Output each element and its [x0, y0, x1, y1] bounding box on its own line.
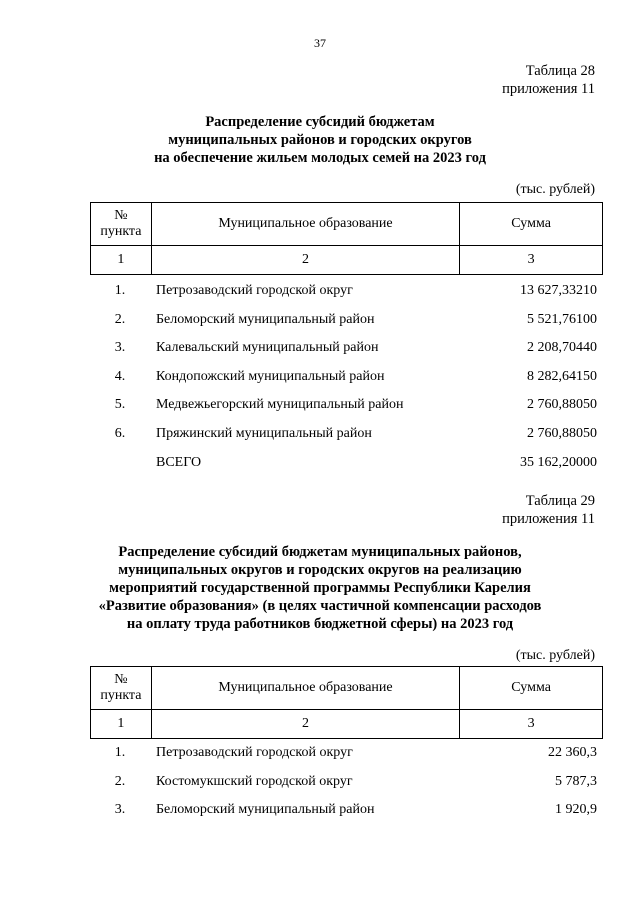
table28-title-line: муниципальных районов и городских округов: [168, 132, 472, 148]
table-row: [90, 397, 603, 426]
header-municipality-cell: Муниципальное образование: [151, 203, 459, 246]
header-sum-cell: Сумма: [460, 203, 603, 246]
table29-title-line: мероприятий государственной программы Республики Карелия: [109, 580, 531, 596]
row-sum: 8 282,64150: [527, 368, 597, 384]
table29-units: (тыс. рублей): [515, 648, 595, 663]
row-number: 2.: [114, 311, 126, 327]
page-number: 37: [314, 36, 326, 50]
header-sum-cell: Сумма: [460, 667, 603, 710]
table-row: [90, 340, 603, 369]
row-number: 1.: [114, 283, 126, 298]
table-row: [90, 802, 603, 831]
row-number: 5.: [114, 397, 126, 413]
table28-units: (тыс. рублей): [515, 182, 595, 197]
header-number-line2: пункта: [100, 688, 142, 703]
table28-header: [90, 202, 603, 275]
header-number-line1: №: [114, 672, 128, 687]
table29-rows: [90, 745, 603, 831]
header-number-cell: [91, 203, 152, 246]
table28-caption-line1: Таблица 28: [525, 63, 595, 79]
row-sum: 5 521,76100: [527, 311, 597, 327]
table28-caption-line2: приложения 11: [502, 81, 595, 97]
table-row: [90, 369, 603, 398]
table-row: [90, 312, 603, 341]
header-number-cell: [91, 667, 152, 710]
row-number: 6.: [114, 425, 126, 441]
row-sum: 2 760,88050: [527, 397, 597, 413]
row-sum: 5 787,3: [555, 773, 597, 789]
table29-header: [90, 666, 603, 739]
header-municipality-cell: Муниципальное образование: [151, 667, 459, 710]
row-number: 3.: [114, 340, 126, 356]
table-row: [90, 774, 603, 803]
row-number: 2.: [114, 773, 126, 789]
row-municipality: Беломорский муниципальный район: [156, 311, 375, 327]
row-number: 4.: [114, 368, 126, 384]
row-sum: 2 208,70440: [527, 340, 597, 356]
row-municipality: Петрозаводский городской округ: [156, 283, 353, 298]
row-sum: 13 627,33210: [520, 283, 597, 298]
table29-title-line: муниципальных округов и городских округов на реализацию: [118, 562, 522, 578]
row-municipality: Кондопожский муниципальный район: [156, 368, 385, 384]
table29-caption: [502, 492, 595, 528]
row-municipality: Костомукшский городской округ: [156, 773, 353, 789]
table29-title: [0, 543, 640, 633]
header-number-line1: №: [114, 208, 128, 223]
row-municipality: Медвежьегорский муниципальный район: [156, 397, 404, 413]
table-row: [90, 745, 603, 774]
row-number: 3.: [114, 802, 126, 818]
table28-caption: [502, 62, 595, 98]
column-number-cell: 1: [91, 246, 152, 275]
column-number-cell: 1: [91, 710, 152, 739]
column-number-cell: 3: [460, 246, 603, 275]
total-row: [90, 455, 603, 484]
table28-title-line: Распределение субсидий бюджетам: [205, 114, 435, 130]
table29-title-line: «Развитие образования» (в целях частичной компенсации расходов: [98, 598, 542, 614]
table28-title-line: на обеспечение жильем молодых семей на 2023 год: [154, 150, 486, 166]
row-total-sum: 35 162,20000: [520, 454, 597, 470]
column-number-cell: 2: [151, 710, 459, 739]
column-number-cell: 2: [151, 246, 459, 275]
table29-title-line: на оплату труда работников бюджетной сферы) на 2023 год: [126, 616, 514, 632]
row-total-label: ВСЕГО: [156, 454, 202, 470]
row-municipality: Пряжинский муниципальный район: [156, 425, 372, 441]
header-number-line2: пункта: [100, 224, 142, 239]
row-number: 1.: [114, 745, 126, 760]
row-sum: 2 760,88050: [527, 425, 597, 441]
column-number-cell: 3: [460, 710, 603, 739]
row-municipality: Беломорский муниципальный район: [156, 802, 375, 818]
row-sum: 1 920,9: [555, 802, 597, 818]
table-row: [90, 426, 603, 455]
table29-caption-line1: Таблица 29: [525, 493, 595, 509]
table28-title: [0, 113, 640, 167]
row-municipality: Петрозаводский городской округ: [156, 745, 353, 760]
table29-title-line: Распределение субсидий бюджетам муниципальных районов,: [118, 544, 522, 560]
row-sum: 22 360,3: [548, 745, 597, 760]
row-municipality: Калевальский муниципальный район: [156, 340, 379, 356]
table28-rows: [90, 283, 603, 483]
table29-caption-line2: приложения 11: [502, 511, 595, 527]
table-row: [90, 283, 603, 312]
